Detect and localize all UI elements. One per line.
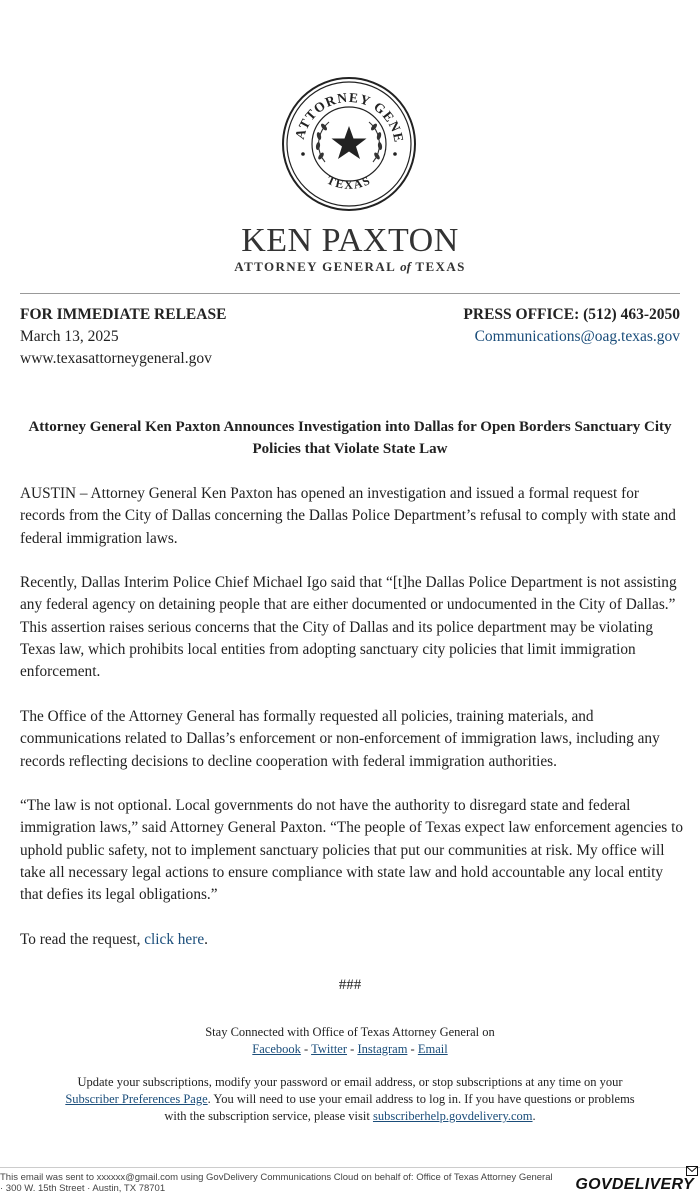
footer-address: · 300 W. 15th Street · Austin, TX 78701 (0, 1183, 166, 1194)
seal-top-text: ATTORNEY GENE (291, 89, 407, 145)
press-office-info (463, 304, 680, 348)
body-paragraph: “The law is not optional. Local governments do not have the authority to disregard state and federal immigration laws,” said Attorney General Paxton. “The people of Texas expect law enforcement agencies to uphold public safety, not to implement sanctuary policies that put our communities at risk. My office will take all necessary legal actions to ensure compliance with state law and hold accountable any local entity that defies its legal obligations.” (20, 797, 683, 904)
social-links-section (0, 1024, 700, 1058)
svg-text:TEXAS (325, 173, 373, 192)
email-footer (0, 1167, 700, 1200)
release-info (20, 304, 226, 370)
official-name: KEN PAXTON (241, 222, 459, 259)
release-label: FOR IMMEDIATE RELEASE (20, 306, 227, 323)
read-request-text: To read the request, (20, 930, 145, 948)
title-of: of (400, 259, 411, 274)
subscriber-help-link[interactable]: subscriberhelp.govdelivery.com (372, 1109, 533, 1123)
social-links (0, 1041, 700, 1058)
instagram-link[interactable]: Instagram (357, 1042, 408, 1056)
title-part: TEXAS (410, 259, 466, 274)
official-title (0, 259, 700, 275)
twitter-link[interactable]: Twitter (311, 1042, 348, 1056)
svg-text:THE ATTORNEY GENERAL (281, 76, 407, 144)
body-paragraph (20, 929, 684, 951)
govdelivery-logo[interactable]: GOVDELIVERY (575, 1176, 694, 1193)
press-office-phone: PRESS OFFICE: (512) 463-2050 (463, 306, 680, 323)
separator: - (407, 1042, 418, 1056)
subscription-text: Update your subscriptions, modify your password or email address, or stop subscriptions at any time on your (77, 1075, 623, 1089)
envelope-icon (686, 1166, 698, 1176)
seal-star-icon (332, 126, 367, 159)
facebook-link[interactable]: Facebook (252, 1042, 301, 1056)
footer-text (0, 1172, 553, 1194)
email-link[interactable]: Email (417, 1042, 448, 1056)
website-text: www.texasattorneygeneral.gov (20, 350, 212, 367)
press-release-body (20, 483, 684, 974)
period: . (204, 930, 208, 948)
end-mark: ### (338, 977, 362, 993)
separator: - (347, 1042, 358, 1056)
seal-bottom-text: TEXAS (324, 172, 374, 192)
subscriber-preferences-link[interactable]: Subscriber Preferences Page (65, 1092, 208, 1106)
click-here-link[interactable]: click here (144, 930, 205, 948)
press-release-headline: Attorney General Ken Paxton Announces Investigation into Dallas for Open Borders Sanctuary City Policies that Violate State Law (28, 419, 672, 457)
title-part: ATTORNEY GENERAL (234, 259, 401, 274)
subscription-text: . (532, 1109, 536, 1123)
body-paragraph: AUSTIN – Attorney General Ken Paxton has opened an investigation and issued a formal request for records from the City of Dallas concerning the Dallas Police Department’s refusal to comply with state and federal immigration laws. (20, 485, 676, 547)
subscription-notice (60, 1074, 640, 1125)
stay-connected-text: Stay Connected with Office of Texas Attorney General on (205, 1025, 495, 1039)
header-divider (20, 293, 680, 294)
body-paragraph: Recently, Dallas Interim Police Chief Michael Igo said that “[t]he Dallas Police Department is not assisting any federal agency on detaining people that are either documented or undocumented in the City of Dallas.” This assertion raises serious concerns that the City of Dallas and its police department may be violating Texas law, which prohibits local entities from adopting sanctuary city policies that limit immigration enforcement. (20, 574, 677, 681)
separator: - (300, 1042, 312, 1056)
release-date: March 13, 2025 (20, 328, 119, 345)
press-email-link[interactable]: Communications@oag.texas.gov (474, 328, 680, 345)
attorney-general-seal (281, 76, 417, 212)
body-paragraph: The Office of the Attorney General has formally requested all policies, training materials, and communications related to Dallas’s enforcement or non-enforcement of immigration laws, including any records reflecting decisions to decline cooperation with federal immigration authorities. (20, 707, 660, 770)
footer-sent-to: This email was sent to xxxxxx@gmail.com using GovDelivery Communications Cloud on behalf of: Office of Texas Attorney General (0, 1172, 553, 1183)
subscription-text: . You will need to use your email address to log in. If you have questions or problems with the subscription service, please visit (164, 1092, 635, 1123)
